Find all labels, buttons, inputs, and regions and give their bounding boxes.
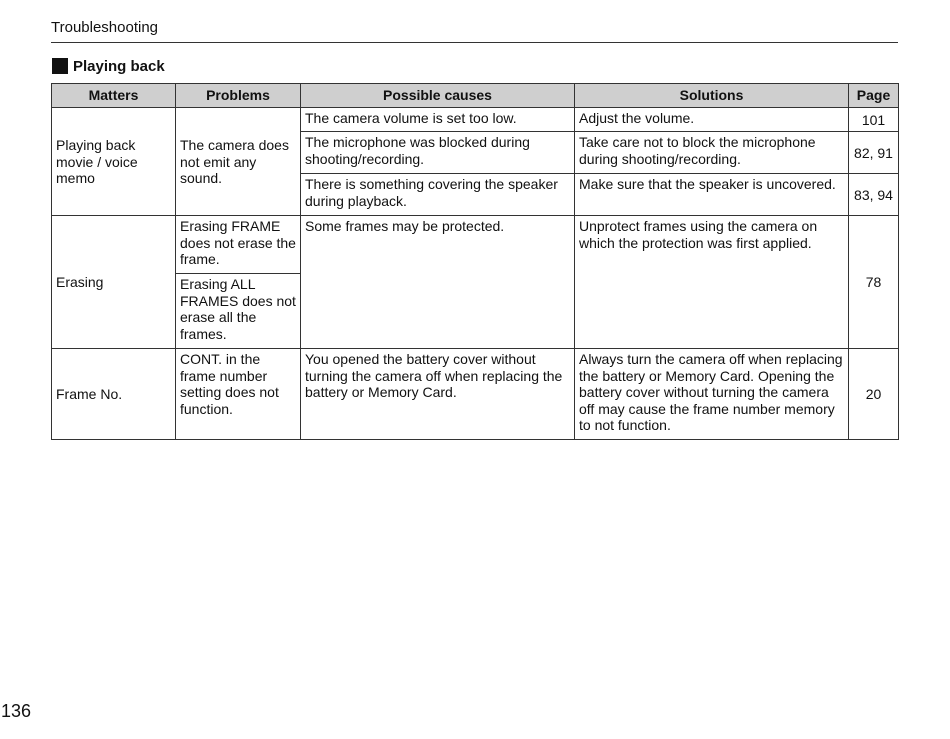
page-header (51, 18, 898, 43)
table-row (52, 108, 899, 132)
section-heading (52, 56, 165, 76)
troubleshooting-table (51, 83, 899, 440)
page-cell: 20 (849, 349, 899, 440)
problem-cell: CONT. in the frame number setting does not function. (176, 349, 301, 440)
black-square-icon (52, 58, 68, 74)
section-title: Playing back (73, 57, 165, 75)
column-header-causes: Possible causes (301, 84, 575, 108)
table-row (52, 216, 899, 274)
solution-cell: Make sure that the speaker is uncovered. (575, 174, 849, 216)
problem-cell: Erasing FRAME does not erase the frame. (176, 216, 301, 274)
matters-cell: Frame No. (52, 349, 176, 440)
table-row (52, 349, 899, 440)
matters-cell: Playing back movie / voice memo (52, 108, 176, 216)
cause-cell: The microphone was blocked during shooting/recording. (301, 132, 575, 174)
page-number: 136 (1, 701, 32, 721)
column-header-solutions: Solutions (575, 84, 849, 108)
solution-cell: Adjust the volume. (575, 108, 849, 132)
problem-cell: Erasing ALL FRAMES does not erase all the frames. (176, 274, 301, 349)
solution-cell: Always turn the camera off when replacing the battery or Memory Card. Opening the battery cover without turning the camera off may cause the frame number memory to not function. (575, 349, 849, 440)
table-header-row (52, 84, 899, 108)
problem-cell: The camera does not emit any sound. (176, 108, 301, 216)
cause-cell: The camera volume is set too low. (301, 108, 575, 132)
page-cell: 83, 94 (849, 174, 899, 216)
column-header-problems: Problems (176, 84, 301, 108)
cause-cell: You opened the battery cover without turning the camera off when replacing the battery or Memory Card. (301, 349, 575, 440)
page-cell: 101 (849, 108, 899, 132)
page-cell: 78 (849, 216, 899, 349)
cause-cell: There is something covering the speaker during playback. (301, 174, 575, 216)
page-cell: 82, 91 (849, 132, 899, 174)
cause-cell: Some frames may be protected. (301, 216, 575, 349)
column-header-page: Page (849, 84, 899, 108)
solution-cell: Unprotect frames using the camera on which the protection was first applied. (575, 216, 849, 349)
solution-cell: Take care not to block the microphone during shooting/recording. (575, 132, 849, 174)
matters-cell: Erasing (52, 216, 176, 349)
header-title: Troubleshooting (51, 19, 159, 36)
column-header-matters: Matters (52, 84, 176, 108)
